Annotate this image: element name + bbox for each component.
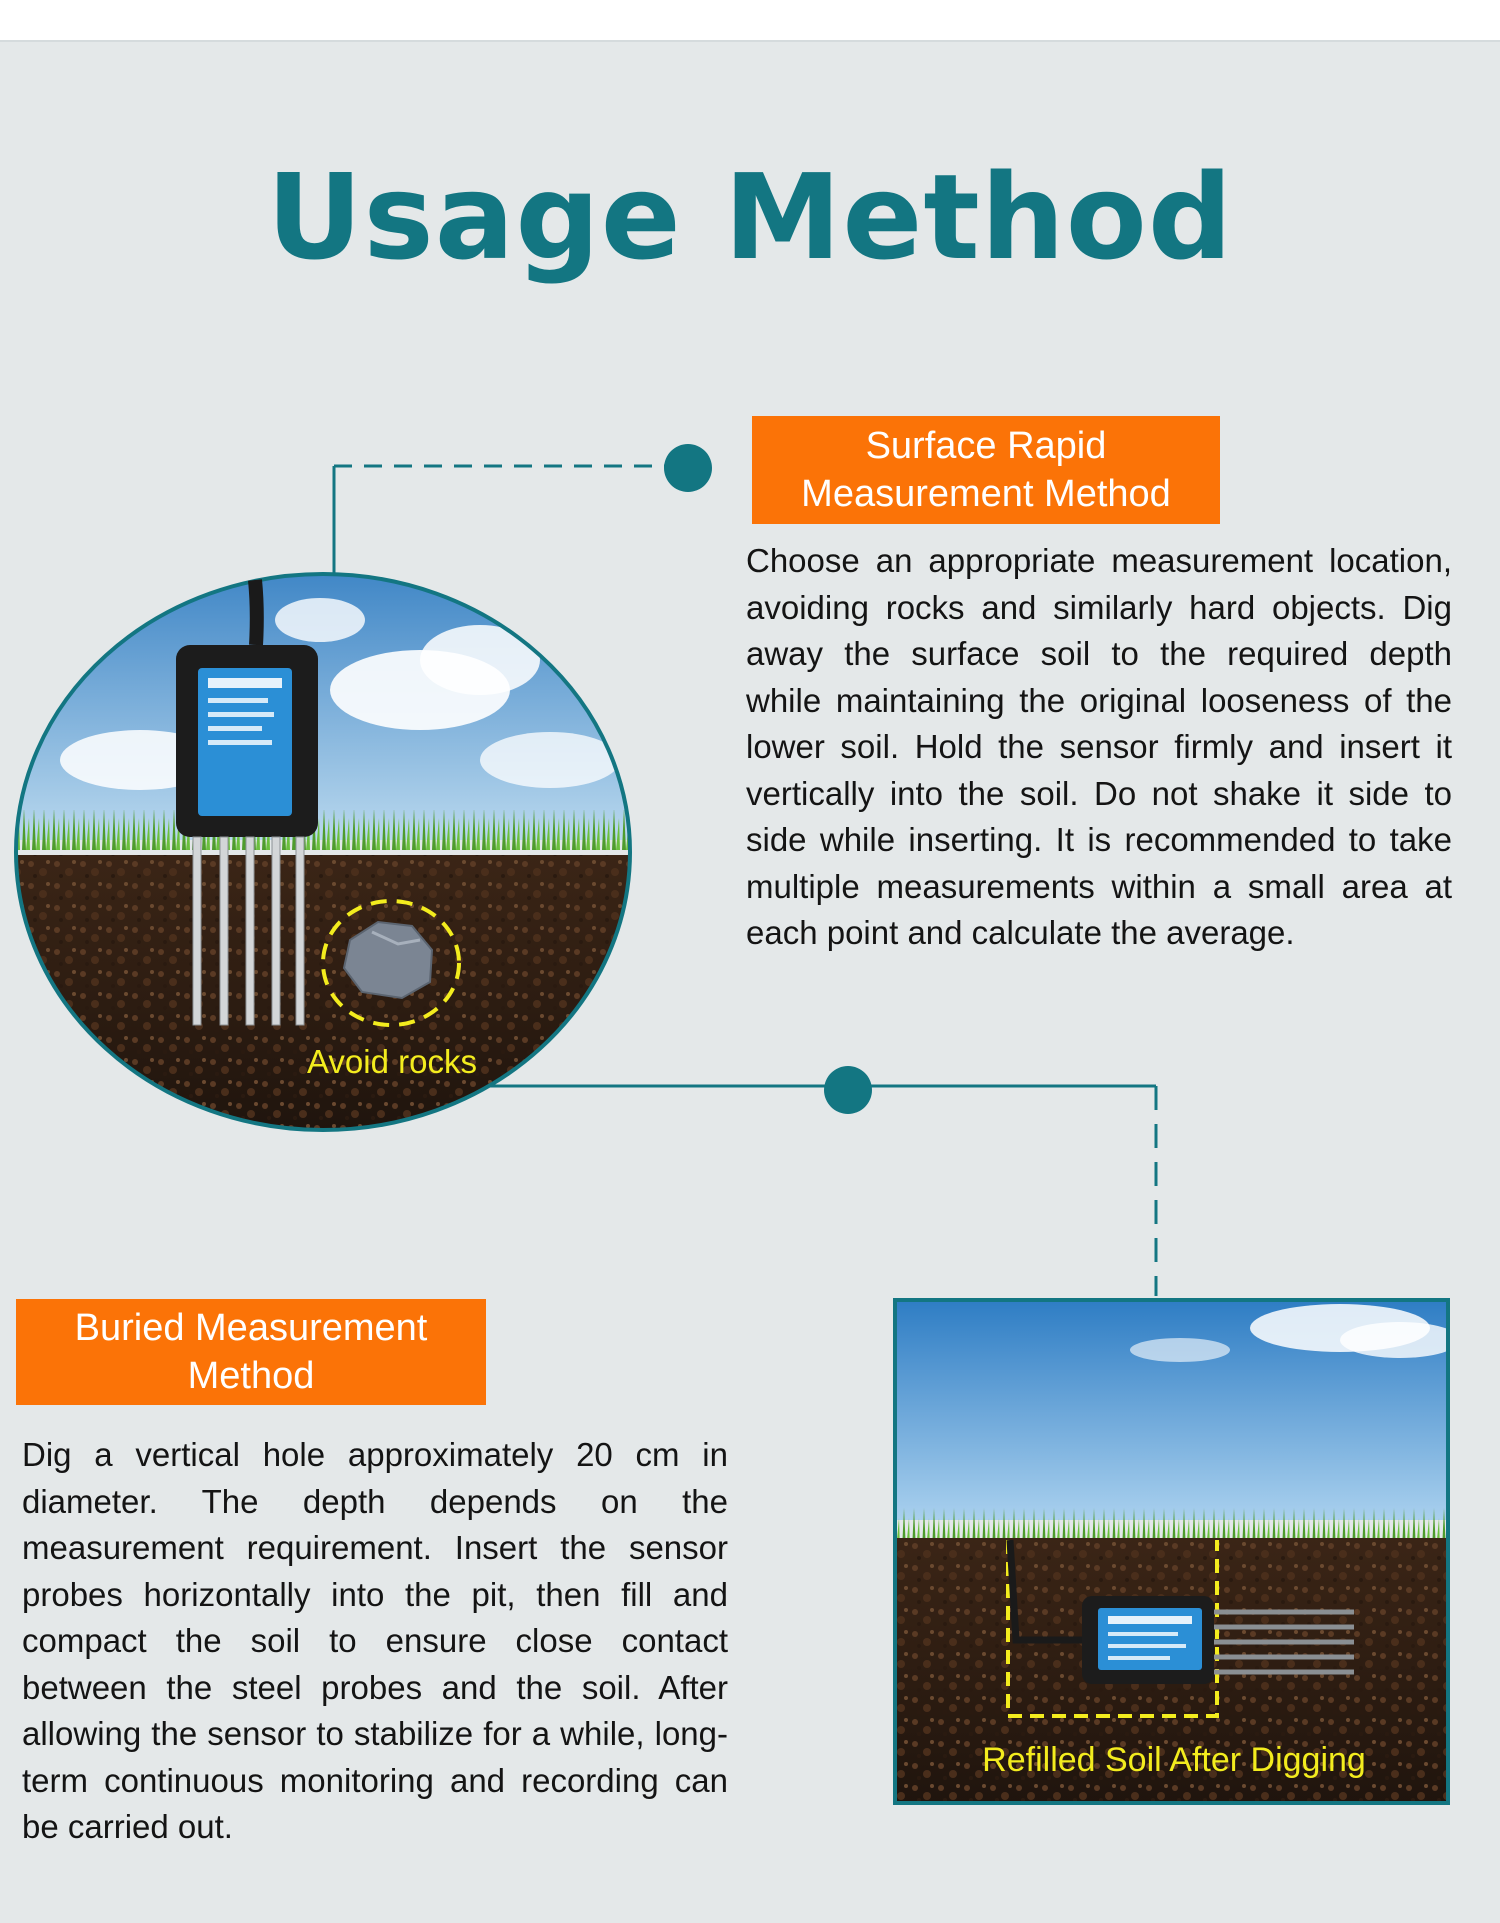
refilled-soil-caption: Refilled Soil After Digging [982,1741,1366,1779]
surface-method-description: Choose an appropriate measurement location, avoiding rocks and similarly hard objects. Dig away the surface soil to the required depth while maintaining the original looseness of the lower soil. Hold the sensor firmly and insert it vertically into the soil. Do not shake it side to side while inserting. It is recommended to take multiple measurements within a small area at each point and calculate the average. [746,542,1452,951]
connector-top [334,444,712,576]
surface-method-heading-line2: Measurement Method [801,473,1171,515]
surface-method-heading-line1: Surface Rapid [865,425,1107,467]
connector-dot-top [664,444,712,492]
avoid-rocks-caption: Avoid rocks [307,1043,477,1080]
buried-method-heading-line2: Method [187,1355,315,1397]
buried-method-photo [895,1300,1460,1808]
connector-dot-bottom [824,1066,872,1114]
surface-method-heading [752,416,1220,524]
buried-method-heading [16,1299,486,1405]
page-title: Usage Method [266,148,1234,286]
buried-method-heading-line1: Buried Measurement [74,1307,428,1349]
surface-method-photo [14,570,634,1135]
buried-method-description: Dig a vertical hole approximately 20 cm in diameter. The depth depends on the measurement requirement. Insert the sensor probes horizontally into the pit, then fill and compact the soil to ensure close contact between the steel probes and the soil. After allowing the sensor to stabilize for a while, long-term continuous monitoring and recording can be carried out. [22,1436,728,1845]
connector-bottom [490,1066,1156,1296]
